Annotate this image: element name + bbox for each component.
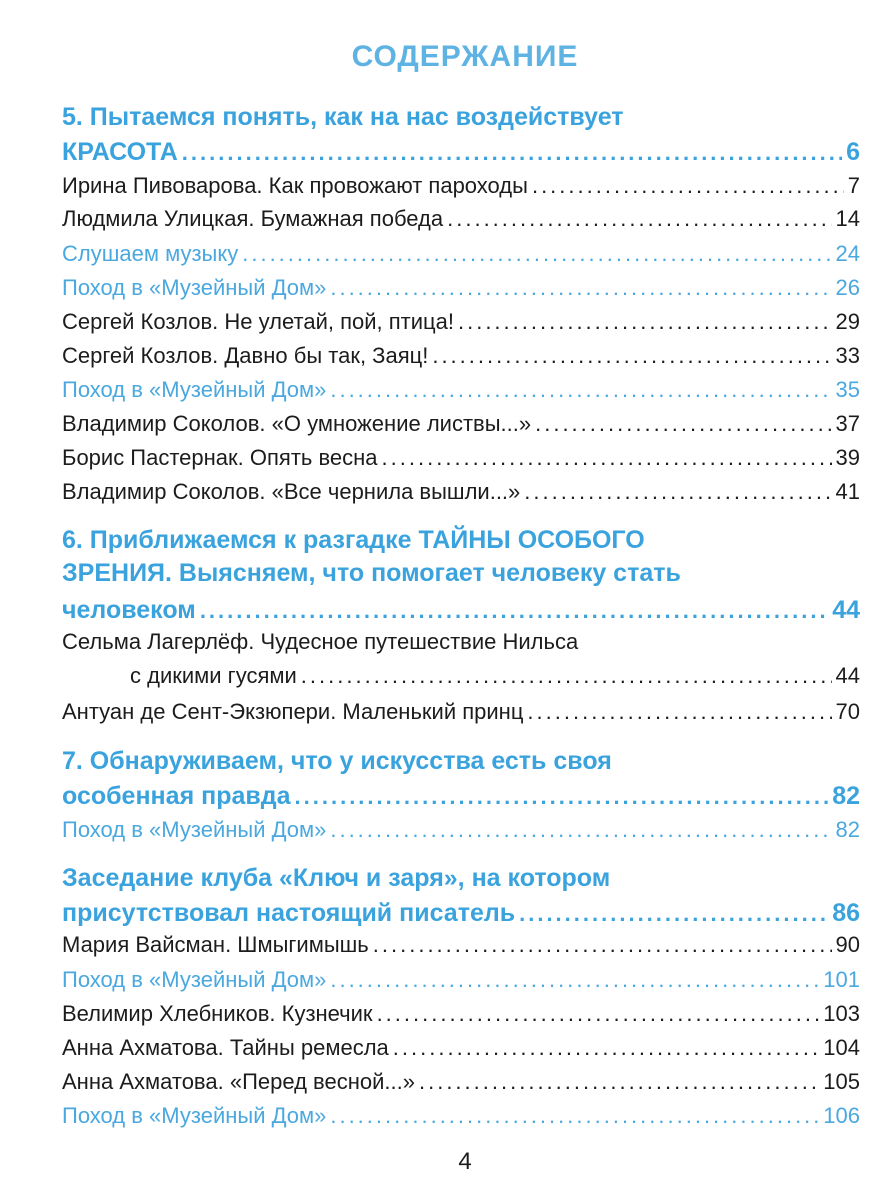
toc-entry[interactable] bbox=[62, 442, 860, 474]
entry-page: 103 bbox=[823, 1001, 860, 1026]
toc-entry[interactable] bbox=[62, 476, 860, 508]
leader-dots bbox=[200, 595, 828, 627]
entry-title: Поход в «Музейный Дом» bbox=[62, 1103, 327, 1128]
leader-dots bbox=[519, 898, 828, 930]
club-title-row[interactable] bbox=[62, 897, 860, 929]
entry-page: 26 bbox=[835, 275, 860, 300]
section-5-title-row[interactable] bbox=[62, 136, 860, 168]
toc-entry[interactable] bbox=[130, 660, 860, 692]
leader-dots bbox=[330, 1100, 819, 1132]
section-7-title-line1: 7. Обнаруживаем, что у искусства есть своя bbox=[62, 747, 612, 775]
toc-heading: СОДЕРЖАНИЕ bbox=[351, 40, 579, 73]
entry-page: 82 bbox=[835, 817, 860, 842]
toc-entry[interactable] bbox=[62, 814, 860, 846]
entry-page: 7 bbox=[847, 173, 860, 198]
section-6-page: 44 bbox=[832, 596, 860, 624]
entry-title: Поход в «Музейный Дом» bbox=[62, 967, 327, 992]
toc-entry[interactable] bbox=[62, 1100, 860, 1132]
entry-title: Велимир Хлебников. Кузнечик bbox=[62, 1001, 373, 1026]
section-5-title-line2: КРАСОТА bbox=[62, 138, 178, 166]
entry-page: 70 bbox=[835, 699, 860, 724]
toc-entry[interactable] bbox=[62, 1032, 860, 1064]
entry-title: Мария Вайсман. Шмыгимышь bbox=[62, 932, 369, 957]
section-5-page: 6 bbox=[846, 138, 860, 166]
section-7-title bbox=[62, 745, 860, 778]
entry-title: Владимир Соколов. «О умножение листвы...» bbox=[62, 411, 532, 436]
leader-dots bbox=[535, 408, 831, 440]
section-6-title-line1: 6. Приближаемся к разгадке ТАЙНЫ ОСОБОГО bbox=[62, 526, 645, 554]
section-7-title-line2: особенная правда bbox=[62, 782, 291, 810]
entry-page: 39 bbox=[835, 445, 860, 470]
entry-page: 24 bbox=[835, 241, 860, 266]
leader-dots bbox=[532, 170, 844, 202]
leader-dots bbox=[524, 476, 831, 508]
leader-dots bbox=[393, 1032, 819, 1064]
section-6-title bbox=[62, 524, 860, 590]
club-section-title bbox=[62, 862, 860, 895]
toc-entry[interactable] bbox=[62, 408, 860, 440]
entry-page: 37 bbox=[835, 411, 860, 436]
leader-dots bbox=[330, 272, 831, 304]
entry-title: Борис Пастернак. Опять весна bbox=[62, 445, 378, 470]
entry-title: Сергей Козлов. Давно бы так, Заяц! bbox=[62, 343, 429, 368]
toc-entry[interactable] bbox=[62, 998, 860, 1030]
toc-entry[interactable] bbox=[62, 272, 860, 304]
entry-title: Людмила Улицкая. Бумажная победа bbox=[62, 206, 444, 231]
entry-title-line1: Сельма Лагерлёф. Чудесное путешествие Нильса bbox=[62, 629, 579, 654]
entry-title-line2: с дикими гусями bbox=[130, 663, 297, 688]
leader-dots bbox=[242, 238, 831, 270]
toc-entry[interactable] bbox=[62, 1066, 860, 1098]
leader-dots bbox=[447, 203, 831, 235]
leader-dots bbox=[377, 998, 820, 1030]
toc-entry[interactable] bbox=[62, 929, 860, 961]
entry-page: 105 bbox=[823, 1069, 860, 1094]
entry-page: 104 bbox=[823, 1035, 860, 1060]
entry-title: Сергей Козлов. Не улетай, пой, птица! bbox=[62, 309, 454, 334]
toc-entry[interactable] bbox=[62, 238, 860, 270]
leader-dots bbox=[432, 340, 831, 372]
club-page: 86 bbox=[832, 899, 860, 927]
club-title-line1: Заседание клуба «Ключ и заря», на котором bbox=[62, 864, 611, 892]
entry-title: Слушаем музыку bbox=[62, 241, 239, 266]
leader-dots bbox=[330, 814, 831, 846]
entry-title: Анна Ахматова. «Перед весной...» bbox=[62, 1069, 415, 1094]
page-number: 4 bbox=[458, 1148, 472, 1175]
toc-entry[interactable] bbox=[62, 203, 860, 235]
entry-page: 90 bbox=[835, 932, 860, 957]
leader-dots bbox=[373, 929, 832, 961]
toc-entry[interactable] bbox=[62, 170, 860, 202]
entry-page: 44 bbox=[835, 663, 860, 688]
section-5-title-line1: 5. Пытаемся понять, как на нас воздействует bbox=[62, 103, 624, 131]
entry-page: 106 bbox=[823, 1103, 860, 1128]
entry-title: Поход в «Музейный Дом» bbox=[62, 817, 327, 842]
club-title-line2: присутствовал настоящий писатель bbox=[62, 899, 516, 927]
toc-entry[interactable] bbox=[62, 340, 860, 372]
section-6-title-line2: ЗРЕНИЯ. Выясняем, что помогает человеку стать bbox=[62, 559, 681, 587]
leader-dots bbox=[301, 660, 832, 692]
entry-page: 29 bbox=[835, 309, 860, 334]
leader-dots bbox=[382, 442, 832, 474]
section-6-title-row[interactable] bbox=[62, 594, 860, 626]
entry-page: 101 bbox=[823, 967, 860, 992]
toc-entry[interactable] bbox=[62, 964, 860, 996]
entry-title: Поход в «Музейный Дом» bbox=[62, 377, 327, 402]
section-7-page: 82 bbox=[832, 782, 860, 810]
entry-title: Поход в «Музейный Дом» bbox=[62, 275, 327, 300]
entry-page: 41 bbox=[835, 479, 860, 504]
entry-title: Анна Ахматова. Тайны ремесла bbox=[62, 1035, 389, 1060]
section-5-title bbox=[62, 101, 860, 134]
toc-entry[interactable] bbox=[62, 696, 860, 728]
leader-dots bbox=[527, 696, 831, 728]
section-6-title-line3: человеком bbox=[62, 596, 196, 624]
toc-entry[interactable] bbox=[62, 374, 860, 406]
leader-dots bbox=[182, 137, 842, 169]
entry-title: Ирина Пивоварова. Как провожают пароходы bbox=[62, 173, 528, 198]
leader-dots bbox=[330, 374, 831, 406]
leader-dots bbox=[330, 964, 819, 996]
leader-dots bbox=[458, 306, 832, 338]
entry-title: Антуан де Сент-Экзюпери. Маленький принц bbox=[62, 699, 524, 724]
entry-page: 33 bbox=[835, 343, 860, 368]
entry-page: 35 bbox=[835, 377, 860, 402]
toc-entry[interactable] bbox=[62, 306, 860, 338]
entry-page: 14 bbox=[835, 206, 860, 231]
entry-title: Владимир Соколов. «Все чернила вышли...» bbox=[62, 479, 521, 504]
section-7-title-row[interactable] bbox=[62, 780, 860, 812]
leader-dots bbox=[295, 781, 829, 813]
leader-dots bbox=[419, 1066, 819, 1098]
